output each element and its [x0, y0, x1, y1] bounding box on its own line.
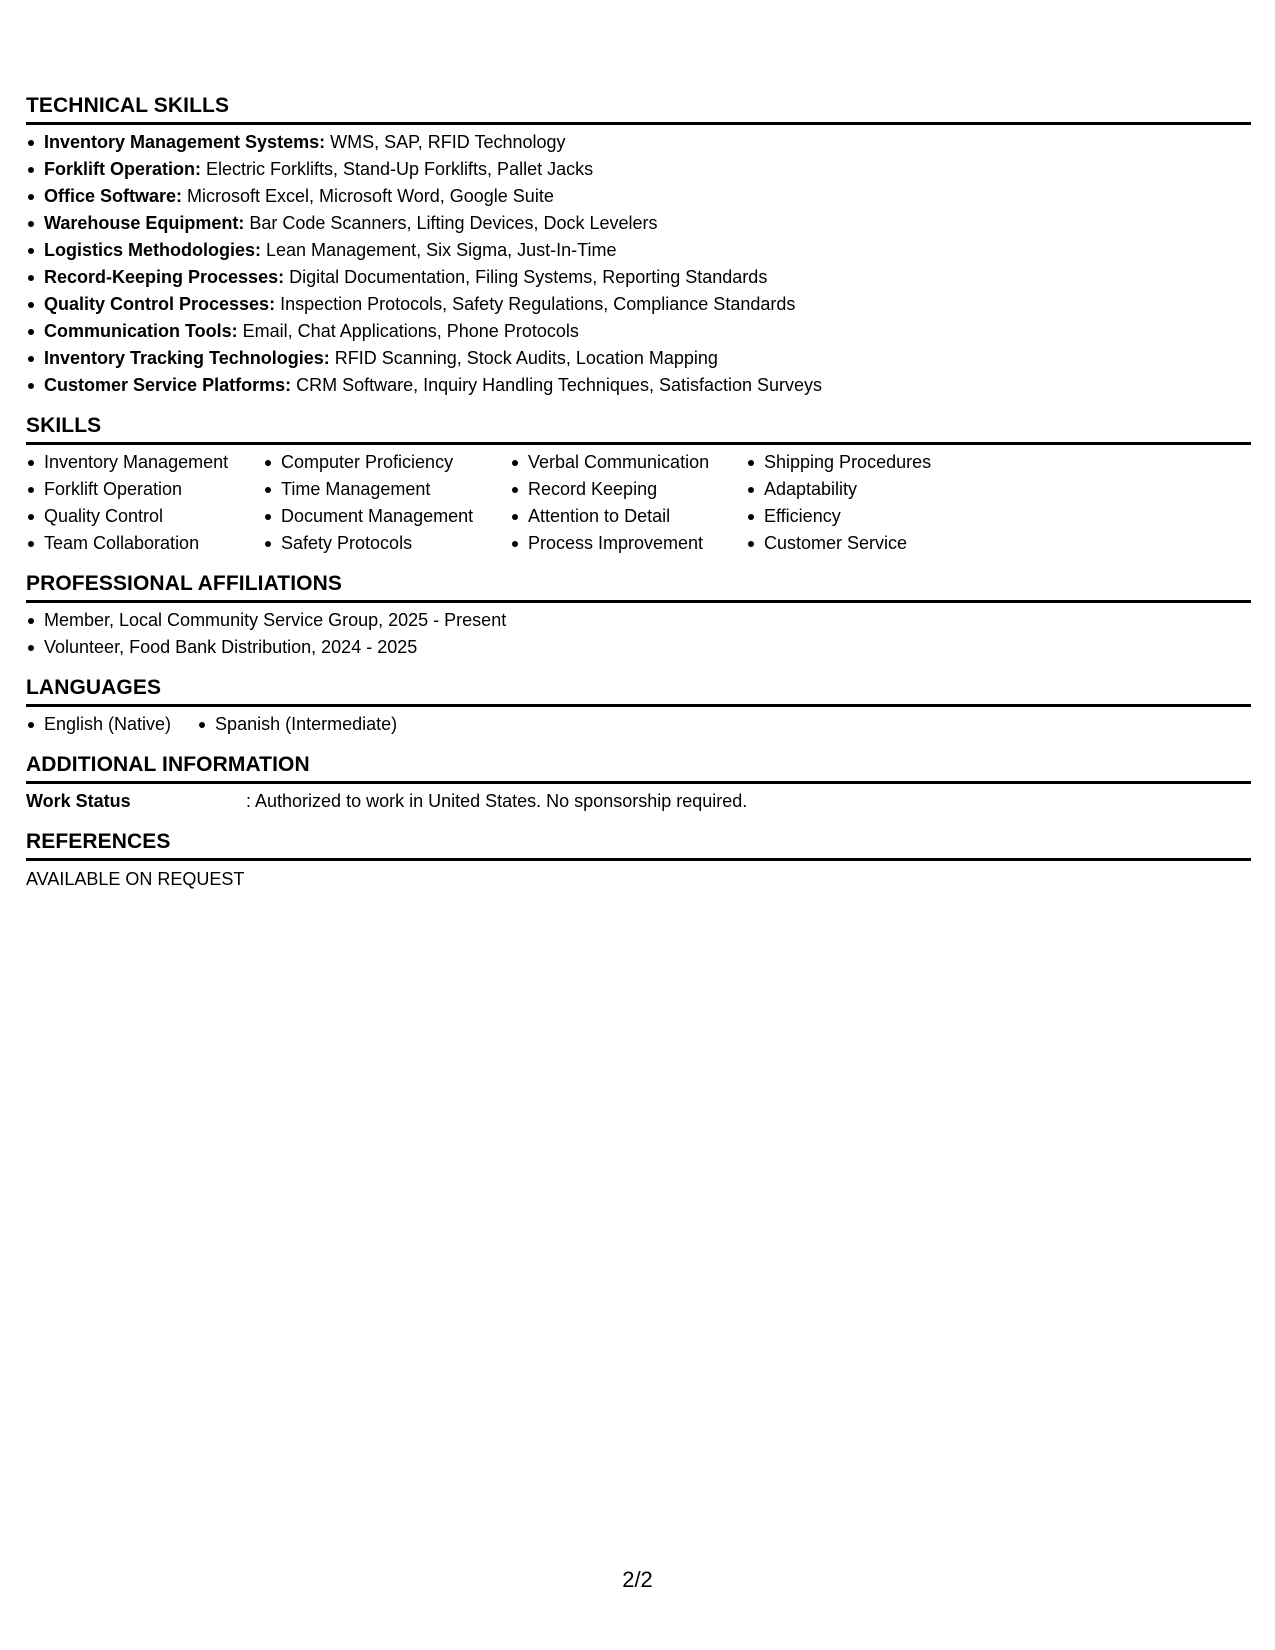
references-section: [26, 829, 1251, 893]
skill-category-label: Quality Control Processes:: [44, 294, 276, 314]
list-item: Member, Local Community Service Group, 2025 - Present: [26, 607, 1251, 634]
list-item: [26, 237, 1251, 264]
list-item: Computer Proficiency: [263, 449, 510, 476]
list-item: Record Keeping: [510, 476, 746, 503]
skill-category-text: Lean Management, Six Sigma, Just-In-Time: [261, 240, 617, 260]
skill-category-text: Electric Forklifts, Stand-Up Forklifts, Pallet Jacks: [201, 159, 594, 179]
skill-category-text: RFID Scanning, Stock Audits, Location Mapping: [329, 348, 718, 368]
additional-information-section: [26, 752, 1251, 815]
skills-grid: [26, 449, 1251, 557]
work-status-value: : Authorized to work in United States. No sponsorship required.: [246, 791, 748, 811]
skill-category-label: Customer Service Platforms:: [44, 375, 292, 395]
skill-category-label: Warehouse Equipment:: [44, 213, 245, 233]
list-item: Adaptability: [746, 476, 996, 503]
skill-category-label: Communication Tools:: [44, 321, 238, 341]
affiliations-heading: PROFESSIONAL AFFILIATIONS: [26, 571, 1251, 603]
skill-category-label: Inventory Management Systems:: [44, 132, 326, 152]
skill-category-label: Office Software:: [44, 186, 183, 206]
languages-list: [26, 711, 1251, 738]
skill-category-label: Forklift Operation:: [44, 159, 201, 179]
work-status-label: Work Status: [26, 791, 131, 811]
list-item: Spanish (Intermediate): [197, 711, 397, 738]
list-item: Customer Service: [746, 530, 996, 557]
references-heading: REFERENCES: [26, 829, 1251, 861]
list-item: [26, 291, 1251, 318]
list-item: [26, 156, 1251, 183]
list-item: [26, 345, 1251, 372]
technical-skills-heading: TECHNICAL SKILLS: [26, 93, 1251, 125]
skill-category-text: Bar Code Scanners, Lifting Devices, Dock Levelers: [244, 213, 658, 233]
skill-category-text: Inspection Protocols, Safety Regulations, Compliance Standards: [275, 294, 796, 314]
skill-category-text: Email, Chat Applications, Phone Protocols: [237, 321, 579, 341]
list-item: Verbal Communication: [510, 449, 746, 476]
skill-category-label: Logistics Methodologies:: [44, 240, 262, 260]
list-item: Inventory Management: [26, 449, 263, 476]
skill-category-text: Microsoft Excel, Microsoft Word, Google Suite: [182, 186, 554, 206]
languages-section: [26, 675, 1251, 738]
list-item: [26, 129, 1251, 156]
list-item: [26, 318, 1251, 345]
list-item: [26, 264, 1251, 291]
languages-heading: LANGUAGES: [26, 675, 1251, 707]
list-item: Quality Control: [26, 503, 263, 530]
list-item: Team Collaboration: [26, 530, 263, 557]
list-item: Safety Protocols: [263, 530, 510, 557]
list-item: Forklift Operation: [26, 476, 263, 503]
list-item: Process Improvement: [510, 530, 746, 557]
list-item: Attention to Detail: [510, 503, 746, 530]
skill-category-text: Digital Documentation, Filing Systems, Reporting Standards: [284, 267, 768, 287]
technical-skills-list: [26, 129, 1251, 399]
list-item: [26, 372, 1251, 399]
list-item: Shipping Procedures: [746, 449, 996, 476]
additional-information-heading: ADDITIONAL INFORMATION: [26, 752, 1251, 784]
list-item: [26, 210, 1251, 237]
skill-category-text: WMS, SAP, RFID Technology: [325, 132, 566, 152]
skills-section: [26, 413, 1251, 557]
skills-column: [263, 449, 510, 557]
page-number: 2/2: [622, 1567, 653, 1592]
skills-column: [26, 449, 263, 557]
skills-heading: SKILLS: [26, 413, 1251, 445]
list-item: Efficiency: [746, 503, 996, 530]
skills-column: [746, 449, 996, 557]
work-status-row: [26, 788, 1251, 815]
list-item: [26, 183, 1251, 210]
skill-category-label: Record-Keeping Processes:: [44, 267, 285, 287]
affiliations-list: [26, 607, 1251, 661]
list-item: Volunteer, Food Bank Distribution, 2024 - 2025: [26, 634, 1251, 661]
skills-column: [510, 449, 746, 557]
list-item: Document Management: [263, 503, 510, 530]
list-item: English (Native): [26, 711, 171, 738]
skill-category-text: CRM Software, Inquiry Handling Techniques, Satisfaction Surveys: [291, 375, 823, 395]
resume-page: [26, 93, 1251, 907]
list-item: Time Management: [263, 476, 510, 503]
skill-category-label: Inventory Tracking Technologies:: [44, 348, 330, 368]
technical-skills-section: [26, 93, 1251, 399]
references-text: AVAILABLE ON REQUEST: [26, 869, 245, 889]
affiliations-section: [26, 571, 1251, 661]
